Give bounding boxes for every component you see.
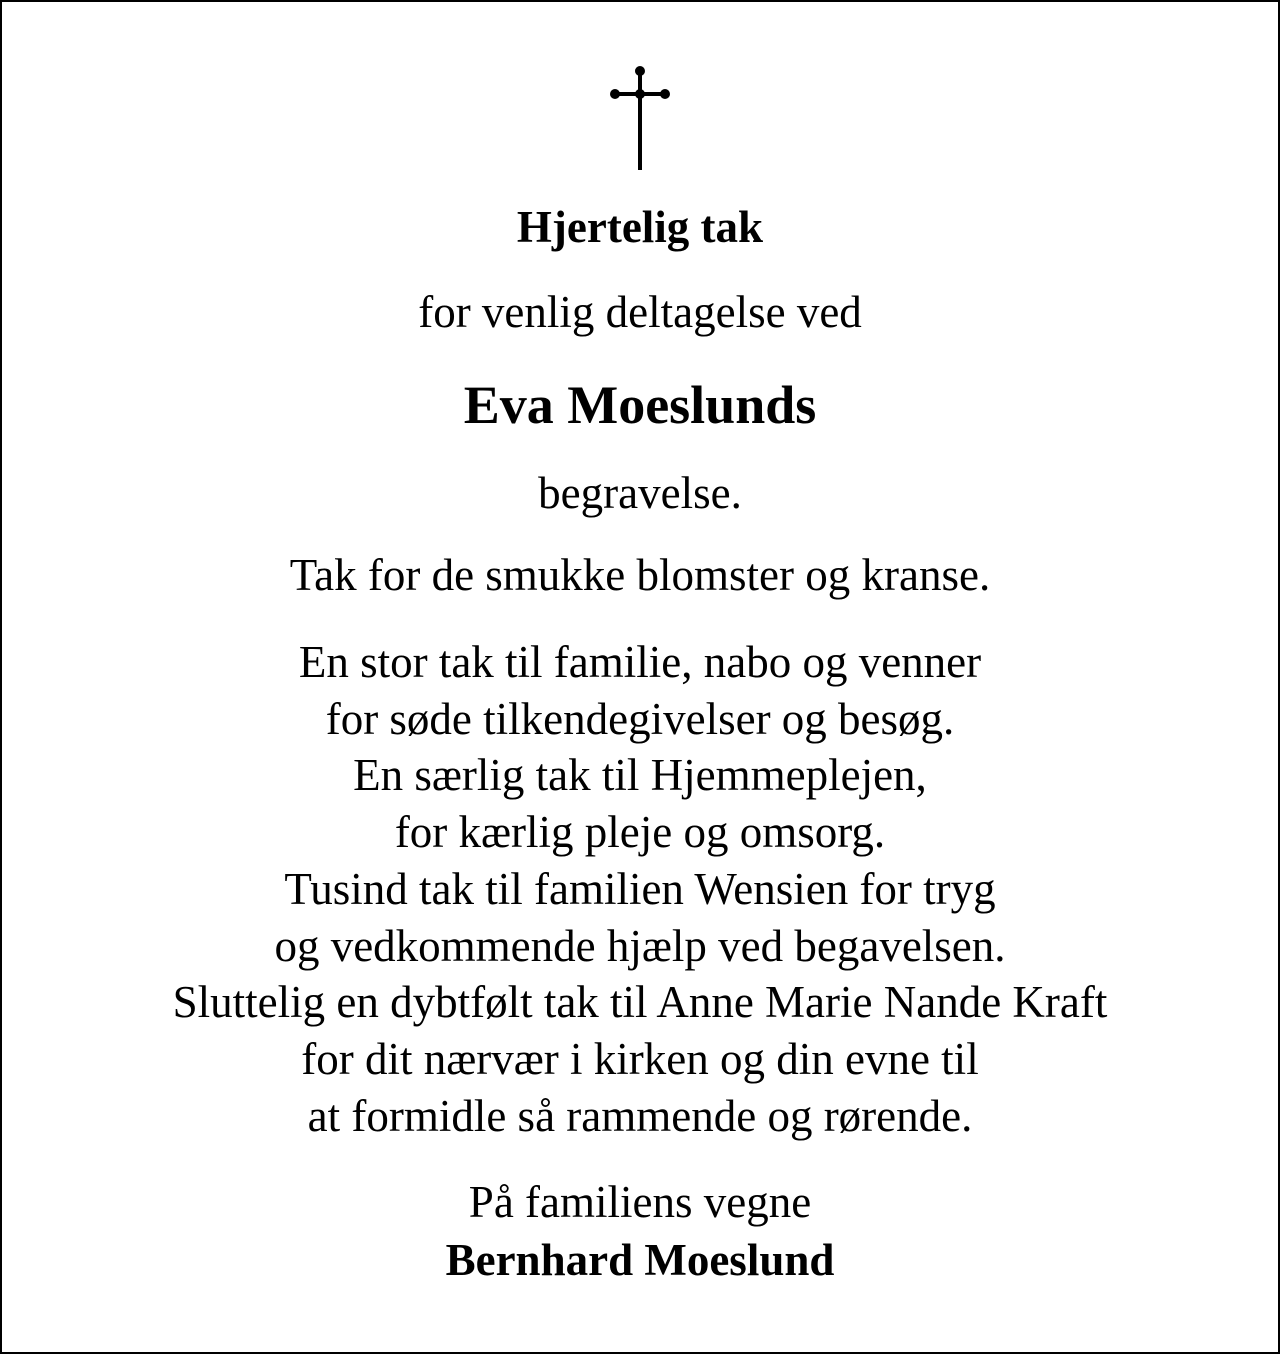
message-line: En særlig tak til Hjemmeplejen, — [353, 750, 927, 801]
message-line: for kærlig pleje og omsorg. — [394, 807, 886, 858]
message-line: for dit nærvær i kirken og din evne til — [301, 1033, 979, 1084]
message-line: og vedkommende hjælp ved begavelsen. — [274, 920, 1006, 971]
flowers-thanks: Tak for de smukke blomster og kranse. — [289, 550, 991, 600]
deceased-name: Eva Moeslunds — [463, 375, 817, 435]
thanks-message — [2, 634, 1278, 1144]
closing-text: På familiens vegne — [468, 1177, 812, 1227]
funeral-text: begravelse. — [538, 468, 742, 518]
message-line: Tusind tak til familien Wensien for tryg — [284, 863, 996, 914]
cross-icon — [2, 64, 1278, 172]
message-line: Sluttelig en dybtfølt tak til Anne Marie Nande Kraft — [172, 977, 1108, 1028]
signature: Bernhard Moeslund — [445, 1235, 835, 1285]
message-line: for søde tilkendegivelser og besøg. — [325, 693, 955, 744]
intro-text: for venlig deltagelse ved — [418, 287, 862, 337]
message-line: at formidle så rammende og rørende. — [307, 1090, 973, 1141]
message-line: En stor tak til familie, nabo og venner — [298, 637, 982, 687]
heading: Hjertelig tak — [516, 202, 764, 252]
